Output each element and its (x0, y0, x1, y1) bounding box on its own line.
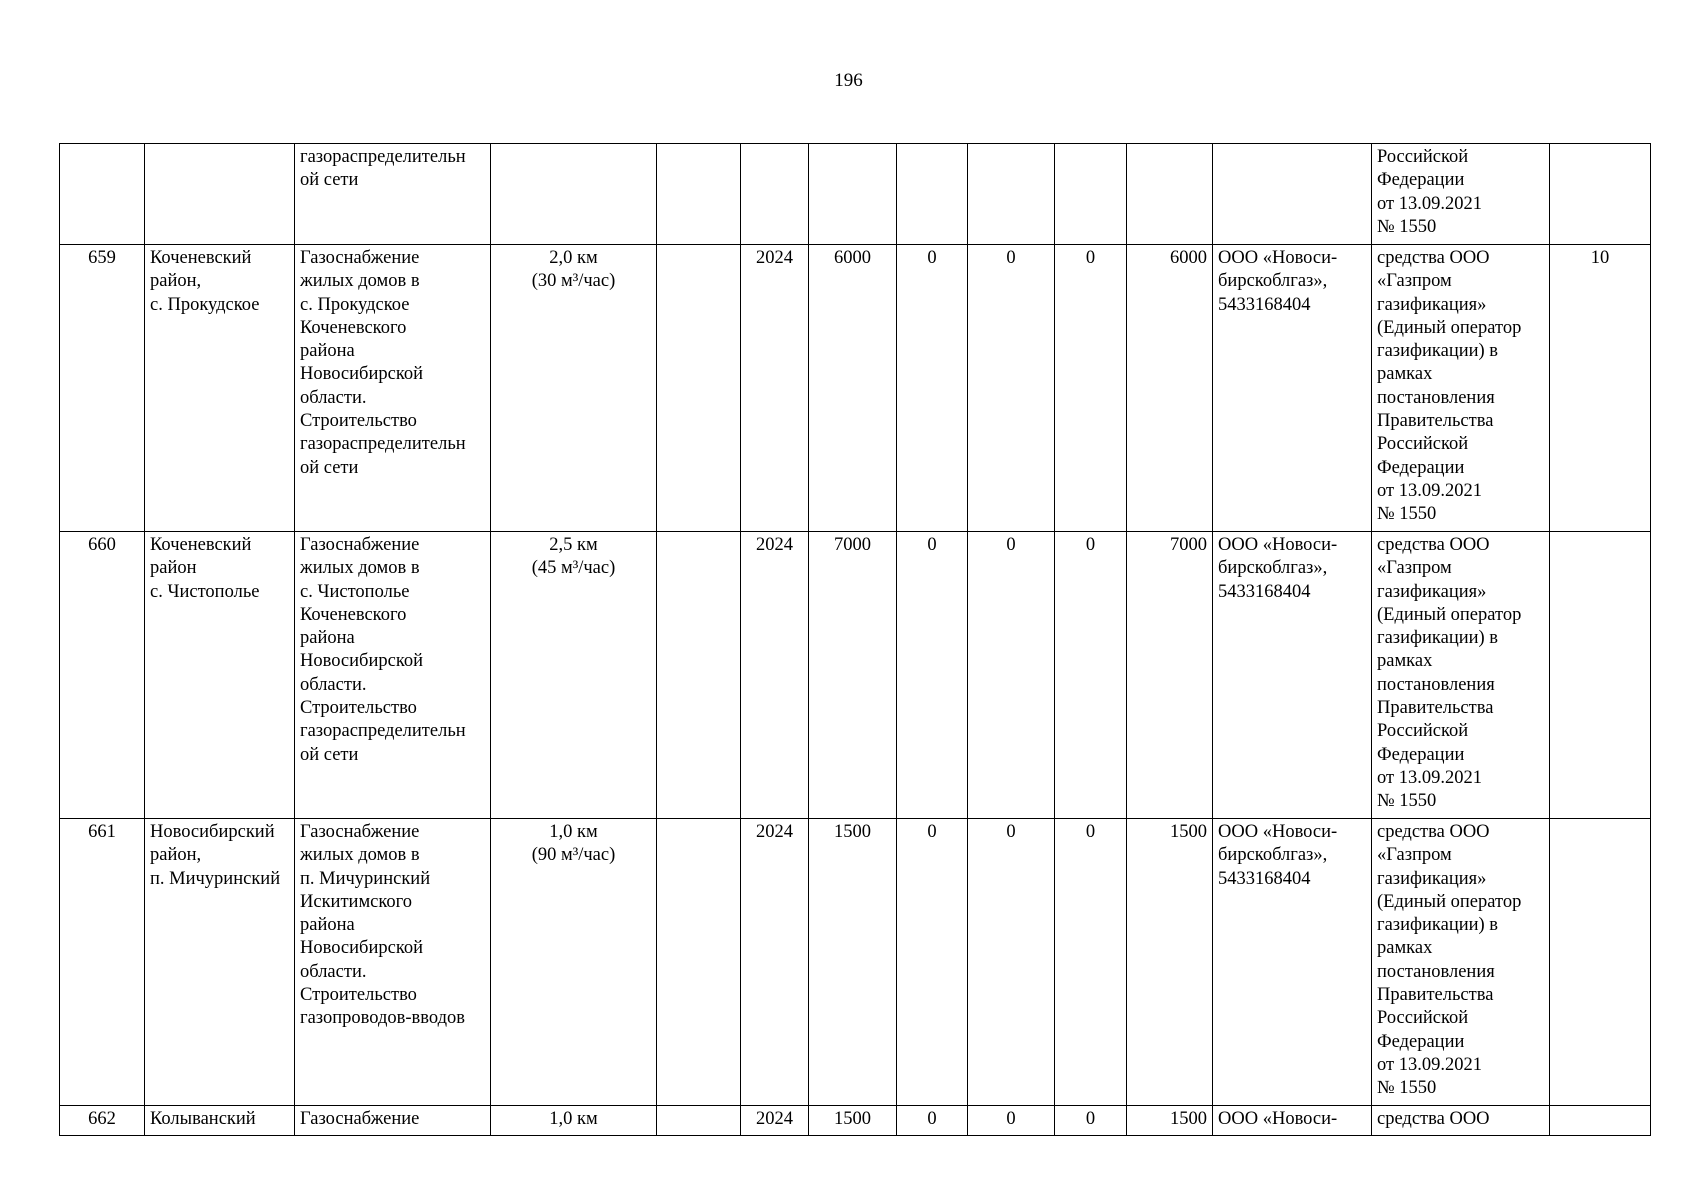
object-description-cell: Газоснабжение жилых домов в с. Прокудское Коченевского района Новосибирской области. Строительство газораспределительн ой сети (295, 245, 491, 532)
row-number-cell: 661 (60, 819, 145, 1106)
table-row (60, 245, 1651, 532)
organization-cell (1213, 144, 1372, 245)
row-number-cell: 659 (60, 245, 145, 532)
empty-cell (657, 245, 741, 532)
year-cell: 2024 (741, 532, 809, 819)
empty-cell (657, 144, 741, 245)
location-cell: Новосибирский район, п. Мичуринский (145, 819, 295, 1106)
table-row (60, 819, 1651, 1106)
amount-cell (968, 144, 1055, 245)
total-amount-cell: 7000 (809, 532, 897, 819)
length-capacity-cell (491, 144, 657, 245)
amount-cell: 0 (897, 819, 968, 1106)
amount-cell: 1500 (1127, 1106, 1213, 1136)
amount-cell: 0 (968, 245, 1055, 532)
table-row (60, 1106, 1651, 1136)
last-column-cell (1550, 532, 1651, 819)
funding-source-cell: средства ООО «Газпром газификация» (Единый оператор газификации) в рамках постановления Правительства Российской Федерации от 13.09.2021 № 1550 (1372, 819, 1550, 1106)
total-amount-cell: 1500 (809, 819, 897, 1106)
amount-cell: 0 (1055, 1106, 1127, 1136)
object-description-cell: газораспределительн ой сети (295, 144, 491, 245)
last-column-cell: 10 (1550, 245, 1651, 532)
total-amount-cell (809, 144, 897, 245)
amount-cell (1127, 144, 1213, 245)
total-amount-cell: 6000 (809, 245, 897, 532)
empty-cell (657, 532, 741, 819)
amount-cell: 0 (968, 1106, 1055, 1136)
register-table (59, 143, 1651, 1136)
location-cell: Коченевский район с. Чистополье (145, 532, 295, 819)
amount-cell: 0 (1055, 532, 1127, 819)
amount-cell: 0 (968, 532, 1055, 819)
length-capacity-cell (491, 1106, 657, 1136)
funding-source-cell: средства ООО (1372, 1106, 1550, 1136)
amount-cell: 0 (897, 245, 968, 532)
capacity-text: (45 м³/час) (531, 558, 616, 579)
amount-cell: 0 (897, 1106, 968, 1136)
funding-source-cell: средства ООО «Газпром газификация» (Единый оператор газификации) в рамках постановления Правительства Российской Федерации от 13.09.2021 № 1550 (1372, 245, 1550, 532)
last-column-cell (1550, 819, 1651, 1106)
row-number-cell: 662 (60, 1106, 145, 1136)
object-description-cell: Газоснабжение жилых домов в с. Чистополье Коченевского района Новосибирской области. Строительство газораспределительн ой сети (295, 532, 491, 819)
length-text: 2,0 км (549, 248, 598, 268)
funding-source-cell: средства ООО «Газпром газификация» (Единый оператор газификации) в рамках постановления Правительства Российской Федерации от 13.09.2021 № 1550 (1372, 532, 1550, 819)
empty-cell (657, 1106, 741, 1136)
organization-cell: ООО «Новоси- бирскоблгаз», 5433168404 (1213, 819, 1372, 1106)
amount-cell: 6000 (1127, 245, 1213, 532)
amount-cell: 0 (1055, 819, 1127, 1106)
year-cell: 2024 (741, 819, 809, 1106)
location-cell: Коченевский район, с. Прокудское (145, 245, 295, 532)
capacity-text: (30 м³/час) (531, 271, 616, 292)
amount-cell (897, 144, 968, 245)
row-number-cell (60, 144, 145, 245)
location-cell: Колыванский (145, 1106, 295, 1136)
length-capacity-cell (491, 819, 657, 1106)
organization-cell: ООО «Новоси- бирскоблгаз», 5433168404 (1213, 532, 1372, 819)
year-cell: 2024 (741, 1106, 809, 1136)
length-capacity-cell (491, 245, 657, 532)
amount-cell: 7000 (1127, 532, 1213, 819)
last-column-cell (1550, 1106, 1651, 1136)
length-text: 1,0 км (549, 1109, 598, 1129)
table-row (60, 532, 1651, 819)
length-capacity-cell (491, 532, 657, 819)
funding-source-cell: Российской Федерации от 13.09.2021 № 1550 (1372, 144, 1550, 245)
length-text: 1,0 км (549, 822, 598, 842)
total-amount-cell: 1500 (809, 1106, 897, 1136)
location-cell (145, 144, 295, 245)
amount-cell: 0 (968, 819, 1055, 1106)
object-description-cell: Газоснабжение жилых домов в п. Мичуринский Искитимского района Новосибирской области. Строительство газопроводов-вводов (295, 819, 491, 1106)
row-number-cell: 660 (60, 532, 145, 819)
amount-cell (1055, 144, 1127, 245)
last-column-cell (1550, 144, 1651, 245)
year-cell (741, 144, 809, 245)
page-number: 196 (834, 70, 863, 91)
object-description-cell: Газоснабжение (295, 1106, 491, 1136)
year-cell: 2024 (741, 245, 809, 532)
organization-cell: ООО «Новоси- бирскоблгаз», 5433168404 (1213, 245, 1372, 532)
capacity-text: (90 м³/час) (531, 845, 616, 866)
length-text: 2,5 км (549, 535, 598, 555)
amount-cell: 1500 (1127, 819, 1213, 1106)
amount-cell: 0 (897, 532, 968, 819)
empty-cell (657, 819, 741, 1106)
table-row (60, 144, 1651, 245)
organization-cell: ООО «Новоси- (1213, 1106, 1372, 1136)
amount-cell: 0 (1055, 245, 1127, 532)
